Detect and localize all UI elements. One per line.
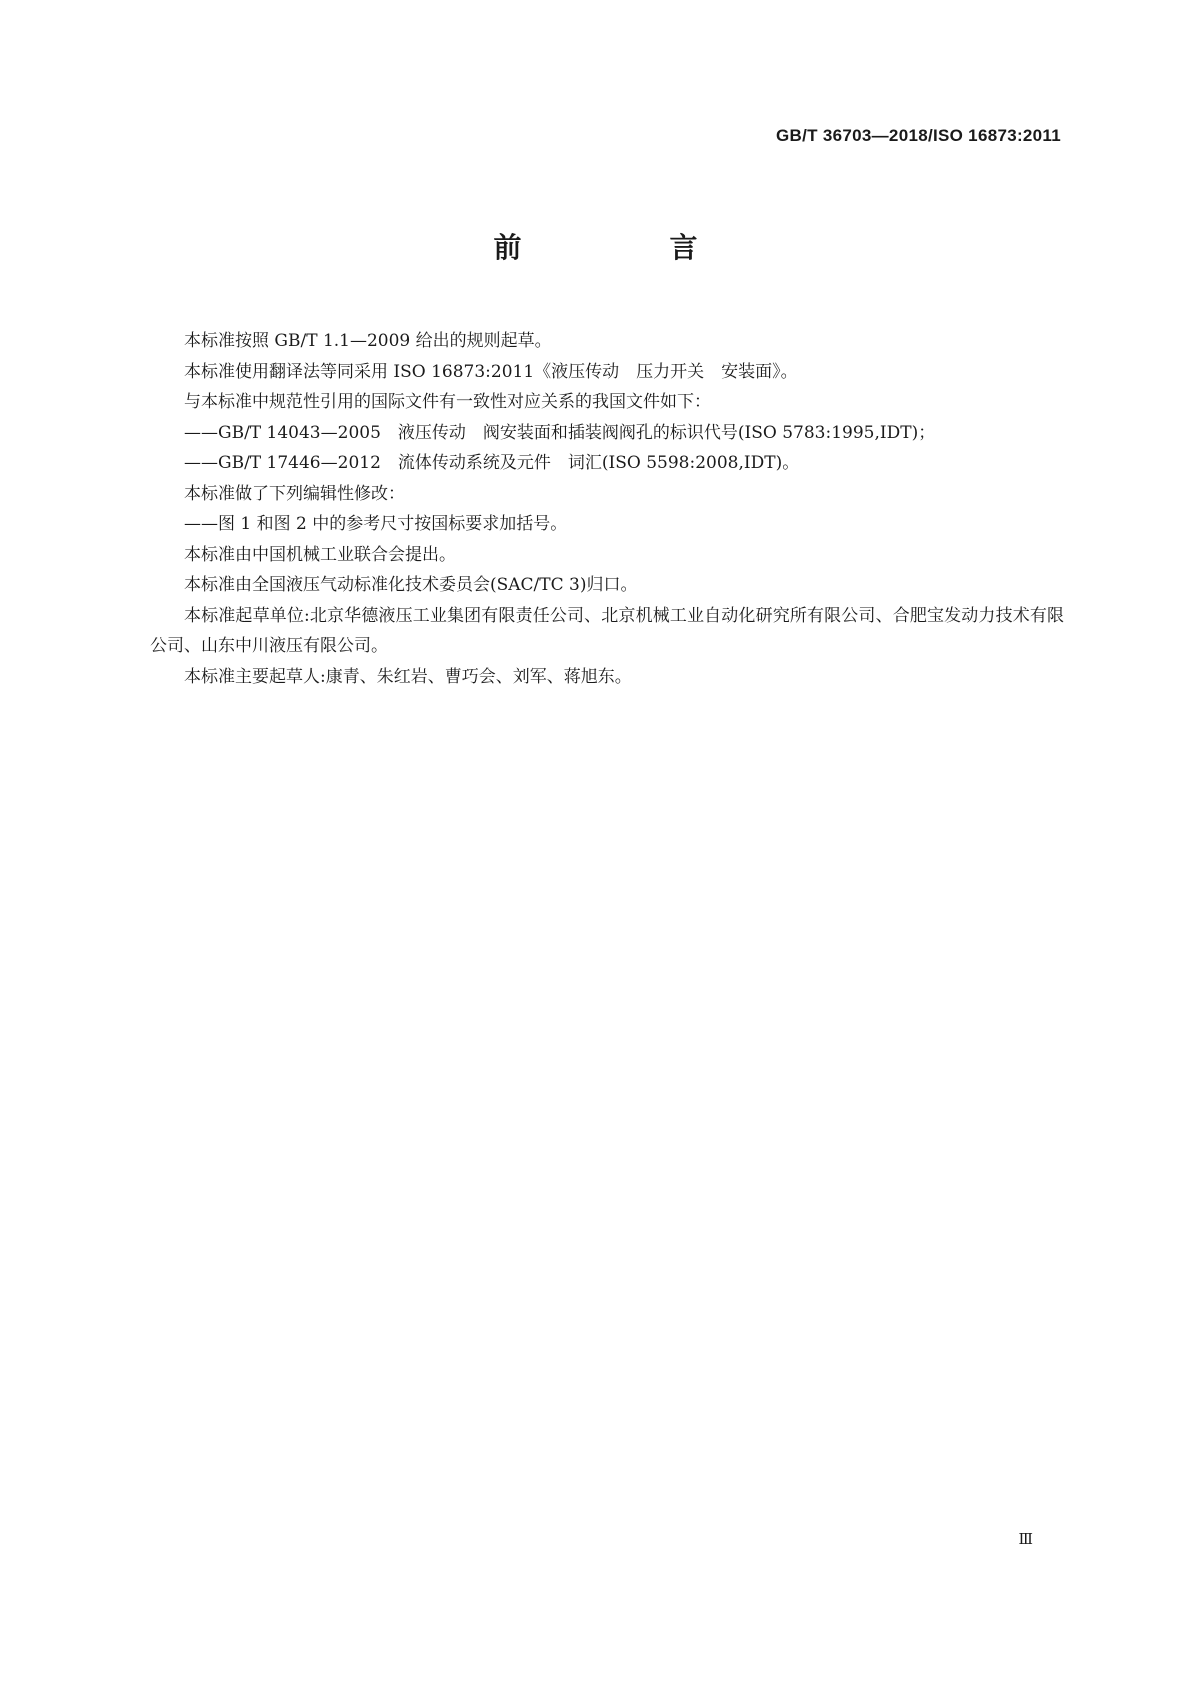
list-item-editorial-change: ——图 1 和图 2 中的参考尺寸按国标要求加括号。 <box>184 514 568 534</box>
paragraph-proposer: 本标准由中国机械工业联合会提出。 <box>184 544 456 565</box>
paragraph-drafting-units: 本标准起草单位:北京华德液压工业集团有限责任公司、北京机械工业自动化研究所有限公司、合肥宝发动力技术有限公司、山东中川液压有限公司。 <box>150 605 1064 656</box>
page-number: Ⅲ <box>1018 1530 1033 1548</box>
list-item-reference-1: ——GB/T 14043—2005 液压传动 阀安装面和插装阀阀孔的标识代号(ISO 5783:1995,IDT)； <box>184 422 936 443</box>
paragraph-drafting-rules: 本标准按照 GB/T 1.1—2009 给出的规则起草。 <box>184 331 552 351</box>
paragraph-committee: 本标准由全国液压气动标准化技术委员会(SAC/TC 3)归口。 <box>184 575 638 595</box>
paragraph-editorial-changes-intro: 本标准做了下列编辑性修改： <box>184 483 405 504</box>
section-title-foreword: 前 言 <box>493 231 758 264</box>
paragraph-drafters: 本标准主要起草人:康青、朱红岩、曹巧会、刘军、蒋旭东。 <box>184 666 632 687</box>
list-item-reference-2: ——GB/T 17446—2012 流体传动系统及元件 词汇(ISO 5598:2008,IDT)。 <box>184 453 800 473</box>
foreword-body <box>150 326 1064 692</box>
paragraph-corresponding-docs-intro: 与本标准中规范性引用的国际文件有一致性对应关系的我国文件如下： <box>184 392 711 412</box>
paragraph-adoption: 本标准使用翻译法等同采用 ISO 16873:2011《液压传动 压力开关 安装面》。 <box>184 361 798 382</box>
standard-code-header: GB/T 36703—2018/ISO 16873:2011 <box>776 126 1061 145</box>
